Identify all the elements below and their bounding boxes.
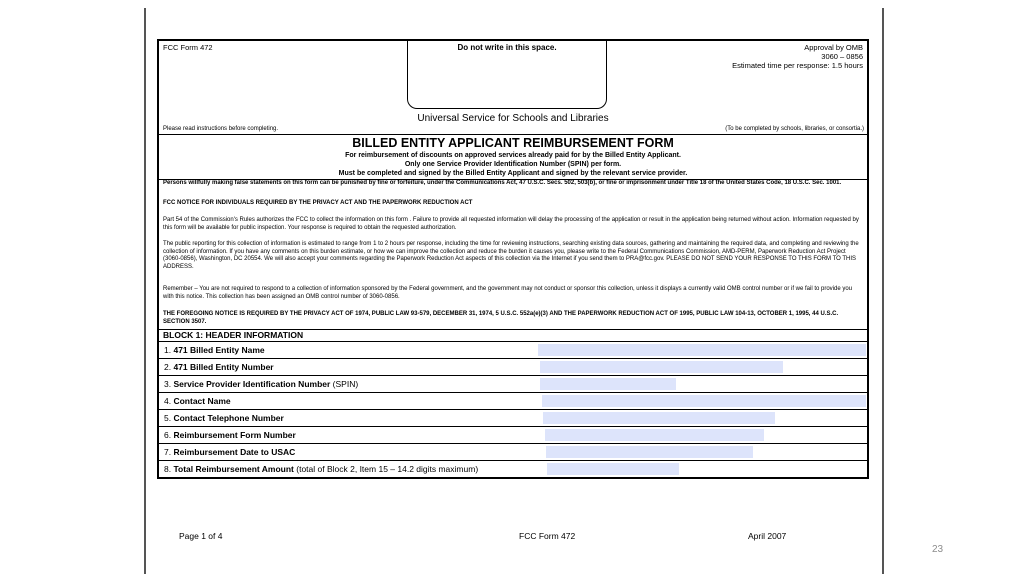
notice-paragraph-4: THE FOREGOING NOTICE IS REQUIRED BY THE PRIVACY ACT OF 1974, PUBLIC LAW 93-579, DECEMBER 31, 1974, 5 U.S.C. 552a(e)(3) AND THE PAPERWORK REDUCTION ACT OF 1995, PUBLIC LAW 104-13, OCTOBER 1, 1995, 44 U.S.C. SECTION 3507. (163, 311, 839, 325)
omb-info (732, 43, 863, 70)
billed-entity-name-input[interactable] (538, 344, 866, 356)
field-label: 6. Reimbursement Form Number (164, 430, 296, 440)
penalty-notice: Persons willfully making false statements on this form can be punished by fine or forfeiture, under the Communications Act, 47 U.S.C. Secs. 502, 503(b), or fine or imprisonment under Title 18 of the United States Code, 18 U.S.C. Sec. 1001. (163, 180, 842, 186)
field-row-billed-entity-number (159, 358, 867, 375)
field-label: 7. Reimbursement Date to USAC (164, 447, 296, 457)
spin-input[interactable] (540, 378, 676, 390)
omb-number: 3060 – 0856 (821, 52, 863, 61)
contact-telephone-input[interactable] (543, 412, 775, 424)
omb-approval: Approval by OMB (804, 43, 863, 52)
field-label: 3. Service Provider Identification Number (SPIN) (164, 379, 359, 389)
footer-page: Page 1 of 4 (179, 531, 223, 541)
notice-heading: FCC NOTICE FOR INDIVIDUALS REQUIRED BY THE PRIVACY ACT AND THE PAPERWORK REDUCTION ACT (163, 200, 473, 206)
field-label: 4. Contact Name (164, 396, 231, 406)
total-reimbursement-input[interactable] (547, 463, 679, 475)
notice-paragraph-2: The public reporting for this collection of information is estimated to range from 1 to 2 hours per response, including the time for reviewing instructions, searching existing data sources, gathering and maintaining the required data, and completing and reviewing the collection of information. If you have any comments on this burden estimate, or how we can improve the collection and reduce the burden it causes you, please write to the Federal Communications Commission, AMD-PERM, Paperwork Reduction Act Project (3060-0856), Washington, DC 20554. We will also accept your comments regarding the Paperwork Reduction Act aspects of this collection via the Internet if you send them to PRA@fcc.gov. PLEASE DO NOT SEND YOUR RESPONSE TO THIS FORM TO THIS ADDRESS. (163, 241, 859, 270)
divider (159, 134, 867, 135)
do-not-write-box (407, 41, 607, 109)
block-1-heading: BLOCK 1: HEADER INFORMATION (163, 330, 304, 340)
contact-name-input[interactable] (542, 395, 866, 407)
field-row-reimbursement-form-number (159, 426, 867, 443)
field-label: 8. Total Reimbursement Amount (total of Block 2, Item 15 – 14.2 digits maximum) (164, 464, 479, 474)
billed-entity-number-input[interactable] (540, 361, 783, 373)
fcc-form-472 (157, 39, 869, 479)
right-border-line (882, 8, 884, 574)
field-row-contact-telephone (159, 409, 867, 426)
do-not-write-label: Do not write in this space. (457, 43, 557, 52)
field-row-billed-entity-name (159, 341, 867, 358)
form-subtitle (159, 151, 867, 178)
field-label: 1. 471 Billed Entity Name (164, 345, 265, 355)
field-label: 2. 471 Billed Entity Number (164, 362, 274, 372)
field-label: 5. Contact Telephone Number (164, 413, 284, 423)
footer-form-name: FCC Form 472 (519, 531, 576, 541)
estimated-time: Estimated time per response: 1.5 hours (732, 61, 863, 70)
left-border-line (144, 8, 146, 574)
form-id: FCC Form 472 (163, 43, 213, 52)
reimbursement-date-input[interactable] (546, 446, 753, 458)
field-row-spin (159, 375, 867, 392)
field-row-contact-name (159, 392, 867, 409)
notice-paragraph-1: Part 54 of the Commission's Rules authorizes the FCC to collect the information on this form . Failure to provide all requested information will delay the processing of the application or result in the application being returned without action. Information requested by this form will be available for public inspection. Your response is required to obtain the requested authorization. (163, 217, 859, 231)
footer-date: April 2007 (748, 531, 787, 541)
field-row-reimbursement-date (159, 443, 867, 460)
read-instructions: Please read instructions before completing. (163, 126, 279, 132)
reimbursement-form-number-input[interactable] (545, 429, 764, 441)
subtitle-line-1: For reimbursement of discounts on approved services already paid for by the Billed Entity Applicant. (345, 152, 681, 159)
subtitle-line-2: Only one Service Provider Identification Number (SPIN) per form. (404, 161, 622, 168)
subtitle-line-3: Must be completed and signed by the Billed Entity Applicant and signed by the relevant service provider. (338, 170, 688, 177)
program-name: Universal Service for Schools and Libraries (417, 113, 609, 124)
completed-by: (To be completed by schools, libraries, or consortia.) (725, 126, 864, 132)
field-row-total-reimbursement (159, 460, 867, 477)
notice-paragraph-3: Remember – You are not required to respond to a collection of information sponsored by the Federal government, and the government may not conduct or sponsor this collection, unless it displays a currently valid OMB control number or if we fail to provide you with this notice. This collection has been assigned an OMB control number of 3060-0856. (163, 286, 853, 300)
form-title: BILLED ENTITY APPLICANT REIMBURSEMENT FORM (352, 136, 674, 150)
slide-number: 23 (932, 544, 944, 555)
